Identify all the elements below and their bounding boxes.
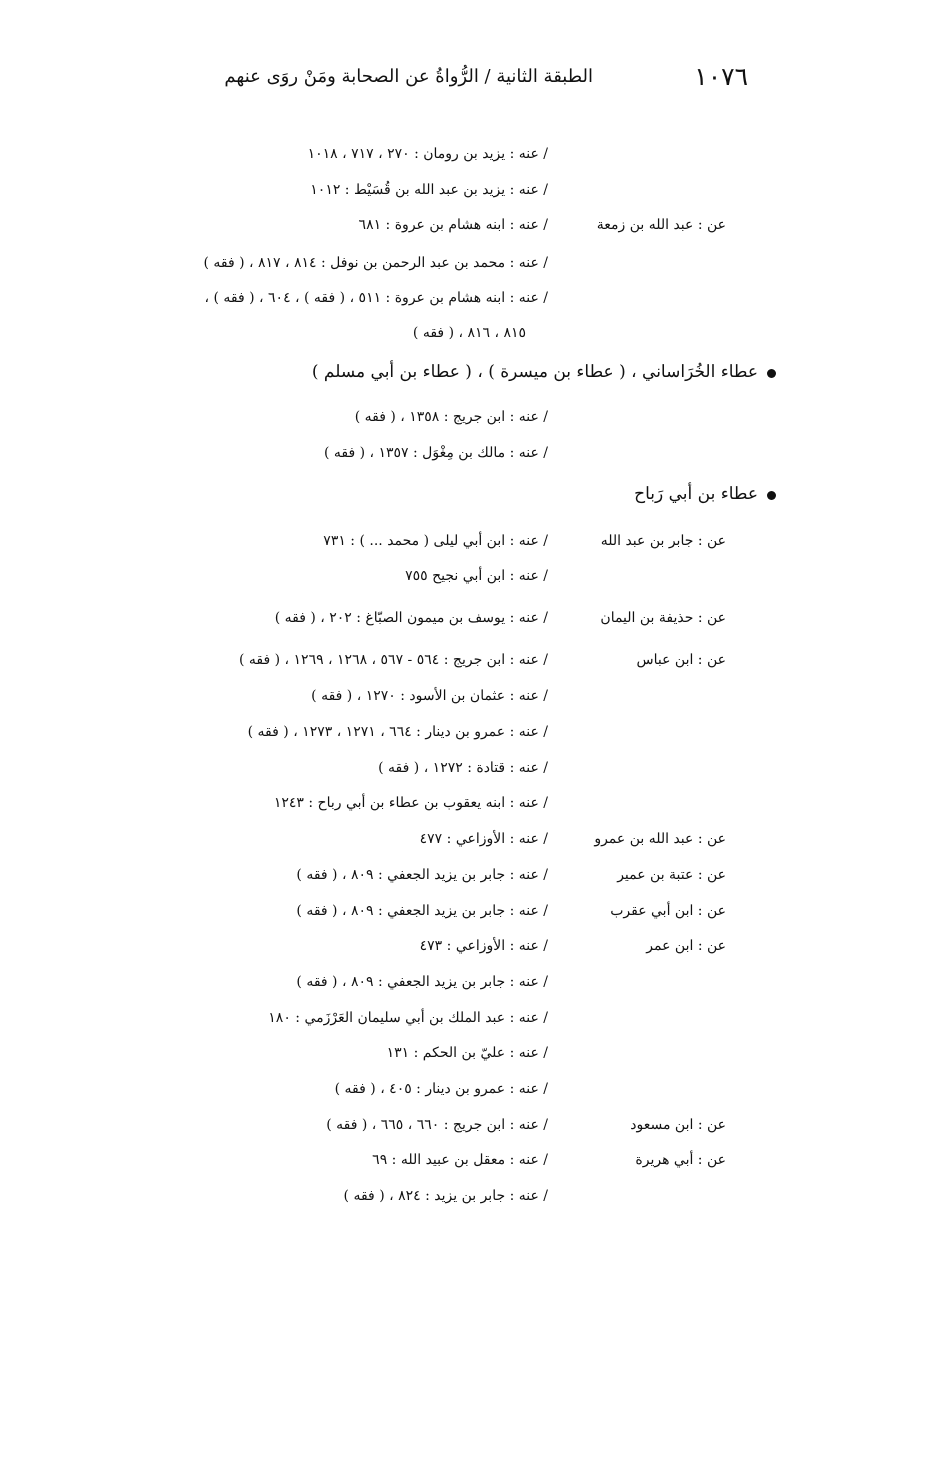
narrator-line: / عنه : يزيد بن عبد الله بن قُسَيْط : ١٠١٢ (310, 182, 548, 198)
section-heading: عطاء بن أبي رَباح (634, 484, 758, 504)
narrator-line: / عنه : ابنه هشام بن عروة : ٥١١ ، ( فقه ) ، ٦٠٤ ، ( فقه ) ، (204, 290, 548, 306)
narrator-line: / عنه : ابن جريج : ١٣٥٨ ، ( فقه ) (354, 409, 548, 425)
narrator-line: / عنه : ابن جريج : ٦٦٠ ، ٦٦٥ ، ( فقه ) (326, 1117, 548, 1133)
narrator-line: / عنه : جابر بن يزيد الجعفي : ٨٠٩ ، ( فقه ) (296, 903, 548, 919)
source-label: عن : عبد الله بن عمرو (594, 831, 726, 847)
source-label: عن : أبي هريرة (635, 1152, 726, 1168)
narrator-line: / عنه : عبد الملك بن أبي سليمان العَرْزَمي : ١٨٠ (268, 1010, 548, 1026)
narrator-line: / عنه : يزيد بن رومان : ٢٧٠ ، ٧١٧ ، ١٠١٨ (307, 146, 548, 162)
source-label: عن : عبد الله بن زمعة (596, 217, 726, 233)
source-label: عن : ابن عمر (646, 938, 726, 954)
source-label: عن : ابن مسعود (630, 1117, 726, 1133)
narrator-line: / عنه : معقل بن عبيد الله : ٦٩ (372, 1152, 548, 1168)
narrator-line: / عنه : الأوزاعي : ٤٧٧ (419, 831, 548, 847)
running-header: الطبقة الثانية / الرُّواةُ عن الصحابة ومَنْ روَى عنهم (224, 66, 593, 87)
narrator-line-continuation: ٨١٥ ، ٨١٦ ، ( فقه ) (412, 325, 526, 341)
narrator-line: / عنه : يوسف بن ميمون الصبّاغ : ٢٠٢ ، ( فقه ) (274, 610, 548, 626)
page-number: ١٠٧٦ (694, 62, 748, 91)
bullet-icon (767, 369, 776, 378)
source-label: عن : ابن عباس (636, 652, 726, 668)
narrator-line: / عنه : عليّ بن الحكم : ١٣١ (386, 1045, 548, 1061)
narrator-line: / عنه : جابر بن يزيد : ٨٢٤ ، ( فقه ) (343, 1188, 548, 1204)
narrator-line: / عنه : ابن أبي ليلى ( محمد ... ) : ٧٣١ (323, 533, 548, 549)
narrator-line: / عنه : جابر بن يزيد الجعفي : ٨٠٩ ، ( فقه ) (296, 867, 548, 883)
narrator-line: / عنه : عمرو بن دينار : ٤٠٥ ، ( فقه ) (334, 1081, 548, 1097)
narrator-line: / عنه : ابنه هشام بن عروة : ٦٨١ (358, 217, 548, 233)
source-label: عن : ابن أبي عقرب (610, 903, 726, 919)
narrator-line: / عنه : مالك بن مِغْوَل : ١٣٥٧ ، ( فقه ) (323, 445, 548, 461)
source-label: عن : عتبة بن عمير (617, 867, 726, 883)
narrator-line: / عنه : عمرو بن دينار : ٦٦٤ ، ١٢٧١ ، ١٢٧٣ ، ( فقه ) (247, 724, 548, 740)
narrator-line: / عنه : عثمان بن الأسود : ١٢٧٠ ، ( فقه ) (311, 688, 548, 704)
narrator-line: / عنه : جابر بن يزيد الجعفي : ٨٠٩ ، ( فقه ) (296, 974, 548, 990)
narrator-line: / عنه : ابنه يعقوب بن عطاء بن أبي رباح : ١٢٤٣ (273, 795, 548, 811)
section-heading: عطاء الخُرَاساني ، ( عطاء بن ميسرة ) ، ( عطاء بن أبي مسلم ) (311, 362, 758, 382)
narrator-line: / عنه : قتادة : ١٢٧٢ ، ( فقه ) (378, 760, 548, 776)
narrator-line: / عنه : ابن أبي نجيح ٧٥٥ (405, 568, 548, 584)
narrator-line: / عنه : الأوزاعي : ٤٧٣ (419, 938, 548, 954)
source-label: عن : جابر بن عبد الله (600, 533, 726, 549)
narrator-line: / عنه : محمد بن عبد الرحمن بن نوفل : ٨١٤ ، ٨١٧ ، ( فقه ) (203, 255, 548, 271)
bullet-icon (767, 491, 776, 500)
narrator-line: / عنه : ابن جريج : ٥٦٤ - ٥٦٧ ، ١٢٦٨ ، ١٢٦٩ ، ( فقه ) (239, 652, 548, 668)
source-label: عن : حذيفة بن اليمان (600, 610, 726, 626)
